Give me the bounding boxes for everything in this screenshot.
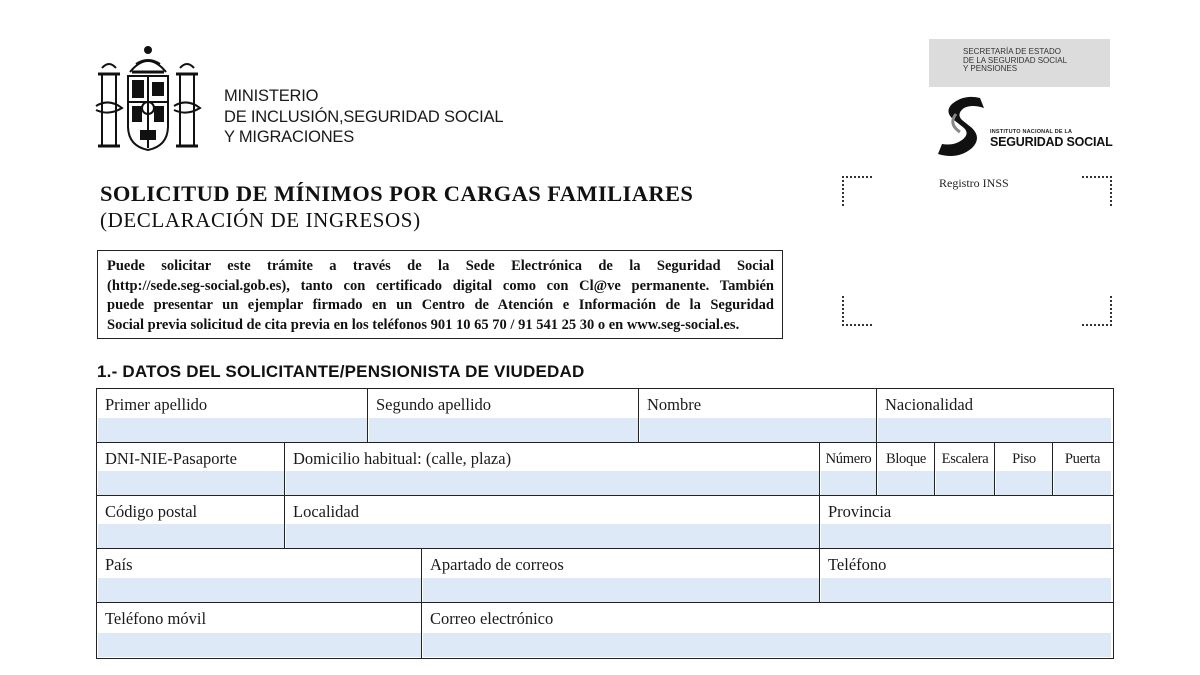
provincia-input[interactable] <box>821 524 1111 548</box>
pais-input[interactable] <box>98 578 421 602</box>
registro-corner-tl <box>842 176 872 206</box>
registro-area <box>842 176 1112 326</box>
secretaria-line-2: DE LA SEGURIDAD SOCIAL <box>963 55 1068 65</box>
telefono-field[interactable] <box>820 549 1112 603</box>
secretaria-box <box>929 39 1110 87</box>
domicilio-input[interactable] <box>286 471 819 495</box>
registro-label: Registro INSS <box>939 176 1009 190</box>
dni-field[interactable] <box>97 443 285 496</box>
apartado-input[interactable] <box>423 578 819 602</box>
codigo-postal-field[interactable] <box>97 496 285 549</box>
nombre-label: Nombre <box>647 395 702 414</box>
segundo-apellido-label: Segundo apellido <box>376 395 492 414</box>
pais-field[interactable] <box>97 549 422 603</box>
nacionalidad-field[interactable] <box>877 389 1112 443</box>
email-input[interactable] <box>423 633 1111 657</box>
segundo-apellido-field[interactable] <box>368 389 639 443</box>
row-divider <box>97 442 1113 443</box>
ministry-name <box>224 86 503 148</box>
coat-of-arms-logo <box>92 42 204 160</box>
piso-field[interactable] <box>995 443 1053 496</box>
primer-apellido-input[interactable] <box>98 418 367 442</box>
telefono-label: Teléfono <box>828 555 887 574</box>
puerta-input[interactable] <box>1054 471 1111 495</box>
document-title: SOLICITUD DE MÍNIMOS POR CARGAS FAMILIARES <box>100 181 694 206</box>
piso-label: Piso <box>1012 451 1036 467</box>
nombre-field[interactable] <box>639 389 877 443</box>
nacionalidad-input[interactable] <box>878 418 1111 442</box>
escalera-label: Escalera <box>941 451 989 467</box>
escalera-field[interactable] <box>935 443 995 496</box>
escalera-input[interactable] <box>936 471 994 495</box>
puerta-field[interactable] <box>1053 443 1112 496</box>
bloque-field[interactable] <box>877 443 935 496</box>
info-box <box>97 250 783 339</box>
apartado-label: Apartado de correos <box>430 555 564 574</box>
email-field[interactable] <box>422 603 1112 658</box>
info-text <box>107 257 774 335</box>
col-divider <box>1052 442 1053 495</box>
apartado-field[interactable] <box>422 549 820 603</box>
col-divider <box>819 442 820 602</box>
provincia-field[interactable] <box>820 496 1112 549</box>
codigo-postal-input[interactable] <box>98 524 284 548</box>
piso-input[interactable] <box>996 471 1052 495</box>
info-line-1: Puede solicitar este trámite a través de la Sede Electrónica de la Seguridad Social <box>107 258 774 274</box>
col-divider <box>876 442 877 495</box>
col-divider <box>934 442 935 495</box>
bloque-input[interactable] <box>878 471 934 495</box>
row-divider <box>97 495 1113 496</box>
registro-corner-bl <box>842 296 872 326</box>
document-subtitle: (DECLARACIÓN DE INGRESOS) <box>100 208 421 232</box>
domicilio-label: Domicilio habitual: (calle, plaza) <box>293 449 512 468</box>
codigo-postal-label: Código postal <box>105 502 198 521</box>
localidad-input[interactable] <box>286 524 819 548</box>
movil-input[interactable] <box>98 633 421 657</box>
movil-field[interactable] <box>97 603 422 658</box>
inss-logo-icon <box>934 94 990 158</box>
secretaria-line-1: SECRETARÍA DE ESTADO <box>963 47 1061 56</box>
registro-corner-br <box>1082 296 1112 326</box>
nombre-input[interactable] <box>640 418 876 442</box>
nacionalidad-label: Nacionalidad <box>885 395 973 414</box>
secretaria-line-3: Y PENSIONES <box>963 64 1018 74</box>
dni-label: DNI-NIE-Pasaporte <box>105 449 237 468</box>
registro-corner-tr <box>1082 176 1112 206</box>
localidad-field[interactable] <box>285 496 820 549</box>
telefono-input[interactable] <box>821 578 1111 602</box>
dni-input[interactable] <box>98 471 284 495</box>
info-line-4: Social previa solicitud de cita previa en los teléfonos 901 10 65 70 / 91 541 25 30 o en www.seg-social.es. <box>107 316 740 333</box>
email-label: Correo electrónico <box>430 609 554 628</box>
col-divider <box>638 389 639 442</box>
movil-label: Teléfono móvil <box>105 609 207 628</box>
col-divider <box>876 389 877 442</box>
localidad-label: Localidad <box>293 502 359 521</box>
section-title: 1.- DATOS DEL SOLICITANTE/PENSIONISTA DE VIUDEDAD <box>97 362 585 381</box>
domicilio-field[interactable] <box>285 443 820 496</box>
numero-input[interactable] <box>821 471 876 495</box>
col-divider <box>994 442 995 495</box>
info-line-2: (http://sede.seg-social.gob.es), tanto con certificado digital como con Cl@ve permanente. También <box>107 277 774 294</box>
inss-name: SEGURIDAD SOCIAL <box>990 135 1113 149</box>
ministry-line-1: MINISTERIO <box>224 87 319 105</box>
primer-apellido-field[interactable] <box>97 389 368 443</box>
row-divider <box>97 602 1113 603</box>
applicant-form <box>96 388 1114 659</box>
col-divider <box>367 389 368 442</box>
ministry-line-2: DE INCLUSIÓN,SEGURIDAD SOCIAL <box>224 107 504 126</box>
segundo-apellido-input[interactable] <box>369 418 638 442</box>
primer-apellido-label: Primer apellido <box>105 395 208 414</box>
col-divider <box>421 548 422 658</box>
bloque-label: Bloque <box>885 451 927 467</box>
info-line-3: puede presentar un ejemplar firmado en un Centro de Atención e Información de la Seguridad <box>107 297 774 314</box>
numero-label: Número <box>825 451 872 467</box>
pais-label: País <box>105 555 133 574</box>
col-divider <box>284 442 285 548</box>
provincia-label: Provincia <box>828 502 892 521</box>
secretaria-text <box>963 48 1067 74</box>
ministry-line-3: Y MIGRACIONES <box>224 128 355 146</box>
numero-field[interactable] <box>820 443 877 496</box>
inss-subtitle: INSTITUTO NACIONAL DE LA <box>990 129 1073 135</box>
puerta-label: Puerta <box>1064 451 1101 467</box>
row-divider <box>97 548 1113 549</box>
